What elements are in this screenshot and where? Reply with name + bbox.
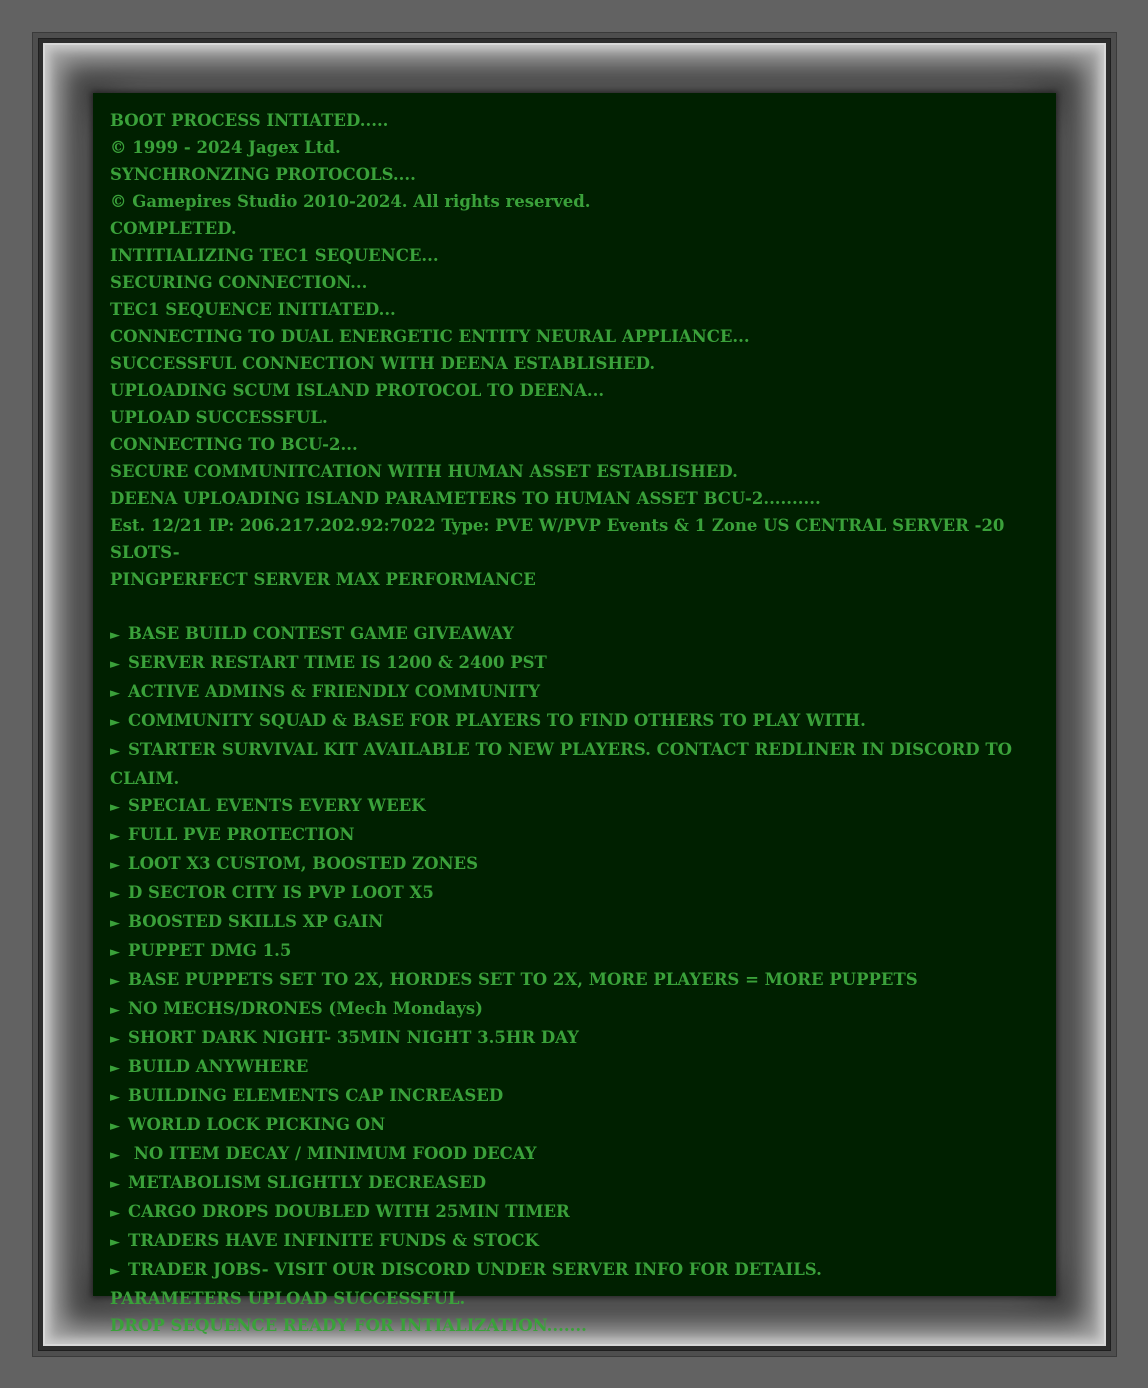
pointer-arrow-icon: ► (110, 858, 120, 873)
pointer-arrow-icon: ► (110, 1148, 120, 1163)
boot-line: SECURE COMMUNITCATION WITH HUMAN ASSET ESTABLISHED. (110, 462, 738, 481)
pointer-arrow-icon: ► (110, 1206, 120, 1221)
boot-line: TEC1 SEQUENCE INITIATED... (110, 300, 396, 319)
pointer-arrow-icon: ► (110, 686, 120, 701)
pointer-arrow-icon: ► (110, 1032, 120, 1047)
feature-item: ► ACTIVE ADMINS & FRIENDLY COMMUNITY (110, 678, 1040, 707)
pointer-arrow-icon: ► (110, 744, 120, 759)
feature-item: ► BASE BUILD CONTEST GAME GIVEAWAY (110, 620, 1040, 649)
feature-item: ► TRADERS HAVE INFINITE FUNDS & STOCK (110, 1227, 1040, 1256)
blank-line (110, 593, 1040, 620)
pointer-arrow-icon: ► (110, 800, 120, 815)
pointer-arrow-icon: ► (110, 1003, 120, 1018)
status-line: PARAMETERS UPLOAD SUCCESSFUL. (110, 1289, 466, 1308)
feature-item: ► NO ITEM DECAY / MINIMUM FOOD DECAY (110, 1140, 1040, 1169)
feature-item: ► COMMUNITY SQUAD & BASE FOR PLAYERS TO FIND OTHERS TO PLAY WITH. (110, 707, 1040, 736)
feature-item: ► D SECTOR CITY IS PVP LOOT X5 (110, 879, 1040, 908)
boot-line: BOOT PROCESS INTIATED..... (110, 111, 389, 130)
boot-log (110, 107, 1040, 620)
pointer-arrow-icon: ► (110, 974, 120, 989)
boot-line: CONNECTING TO BCU-2... (110, 435, 358, 454)
boot-line: UPLOADING SCUM ISLAND PROTOCOL TO DEENA... (110, 381, 605, 400)
feature-item: ► BUILDING ELEMENTS CAP INCREASED (110, 1082, 1040, 1111)
feature-item: ► BASE PUPPETS SET TO 2X, HORDES SET TO 2X, MORE PLAYERS = MORE PUPPETS (110, 966, 1040, 995)
pointer-arrow-icon: ► (110, 829, 120, 844)
feature-item: ► LOOT X3 CUSTOM, BOOSTED ZONES (110, 850, 1040, 879)
status-line: DROP SEQUENCE READY FOR INTIALIZATION....... (110, 1316, 587, 1335)
monitor-bezel-edge (38, 38, 1111, 1351)
pointer-arrow-icon: ► (110, 1264, 120, 1279)
feature-item: ► PUPPET DMG 1.5 (110, 937, 1040, 966)
feature-list (110, 620, 1040, 1285)
feature-item: ► NO MECHS/DRONES (Mech Mondays) (110, 995, 1040, 1024)
pointer-arrow-icon: ► (110, 628, 120, 643)
terminal-screen (93, 93, 1056, 1335)
pointer-arrow-icon: ► (110, 1119, 120, 1134)
pointer-arrow-icon: ► (110, 945, 120, 960)
feature-item: ► SPECIAL EVENTS EVERY WEEK (110, 792, 1040, 821)
server-info-line: PINGPERFECT SERVER MAX PERFORMANCE (110, 570, 536, 589)
feature-item: ► METABOLISM SLIGHTLY DECREASED (110, 1169, 1040, 1198)
boot-line: UPLOAD SUCCESSFUL. (110, 408, 328, 427)
boot-line: © Gamepires Studio 2010-2024. All rights reserved. (110, 192, 591, 211)
boot-line: © 1999 - 2024 Jagex Ltd. (110, 138, 341, 157)
feature-item-continuation: CLAIM. (110, 769, 180, 788)
monitor-bezel (43, 43, 1106, 1346)
pointer-arrow-icon: ► (110, 715, 120, 730)
pointer-arrow-icon: ► (110, 657, 120, 672)
feature-item: ► BUILD ANYWHERE (110, 1053, 1040, 1082)
closing-log (110, 1285, 1040, 1339)
feature-item: ► SHORT DARK NIGHT- 35MIN NIGHT 3.5HR DAY (110, 1024, 1040, 1053)
boot-line: SUCCESSFUL CONNECTION WITH DEENA ESTABLISHED. (110, 354, 656, 373)
boot-line: SECURING CONNECTION... (110, 273, 368, 292)
feature-item: ► SERVER RESTART TIME IS 1200 & 2400 PST (110, 649, 1040, 678)
boot-line: COMPLETED. (110, 219, 237, 238)
monitor-frame (32, 32, 1117, 1357)
feature-item: ► TRADER JOBS- VISIT OUR DISCORD UNDER SERVER INFO FOR DETAILS. (110, 1256, 1040, 1285)
pointer-arrow-icon: ► (110, 1090, 120, 1105)
feature-item: ► WORLD LOCK PICKING ON (110, 1111, 1040, 1140)
pointer-arrow-icon: ► (110, 1061, 120, 1076)
feature-item: ► CARGO DROPS DOUBLED WITH 25MIN TIMER (110, 1198, 1040, 1227)
boot-line: CONNECTING TO DUAL ENERGETIC ENTITY NEURAL APPLIANCE... (110, 327, 750, 346)
boot-line: DEENA UPLOADING ISLAND PARAMETERS TO HUMAN ASSET BCU-2.......... (110, 489, 821, 508)
feature-item: ► BOOSTED SKILLS XP GAIN (110, 908, 1040, 937)
pointer-arrow-icon: ► (110, 916, 120, 931)
boot-line: INTITIALIZING TEC1 SEQUENCE... (110, 246, 439, 265)
pointer-arrow-icon: ► (110, 1177, 120, 1192)
server-info-line: Est. 12/21 IP: 206.217.202.92:7022 Type: PVE W/PVP Events & 1 Zone US CENTRAL SERVER -20 SLOTS- (110, 516, 1011, 562)
pointer-arrow-icon: ► (110, 887, 120, 902)
pointer-arrow-icon: ► (110, 1235, 120, 1250)
feature-item: ► FULL PVE PROTECTION (110, 821, 1040, 850)
feature-item: ► STARTER SURVIVAL KIT AVAILABLE TO NEW PLAYERS. CONTACT REDLINER IN DISCORD TO (110, 736, 1040, 765)
boot-line: SYNCHRONZING PROTOCOLS.... (110, 165, 416, 184)
